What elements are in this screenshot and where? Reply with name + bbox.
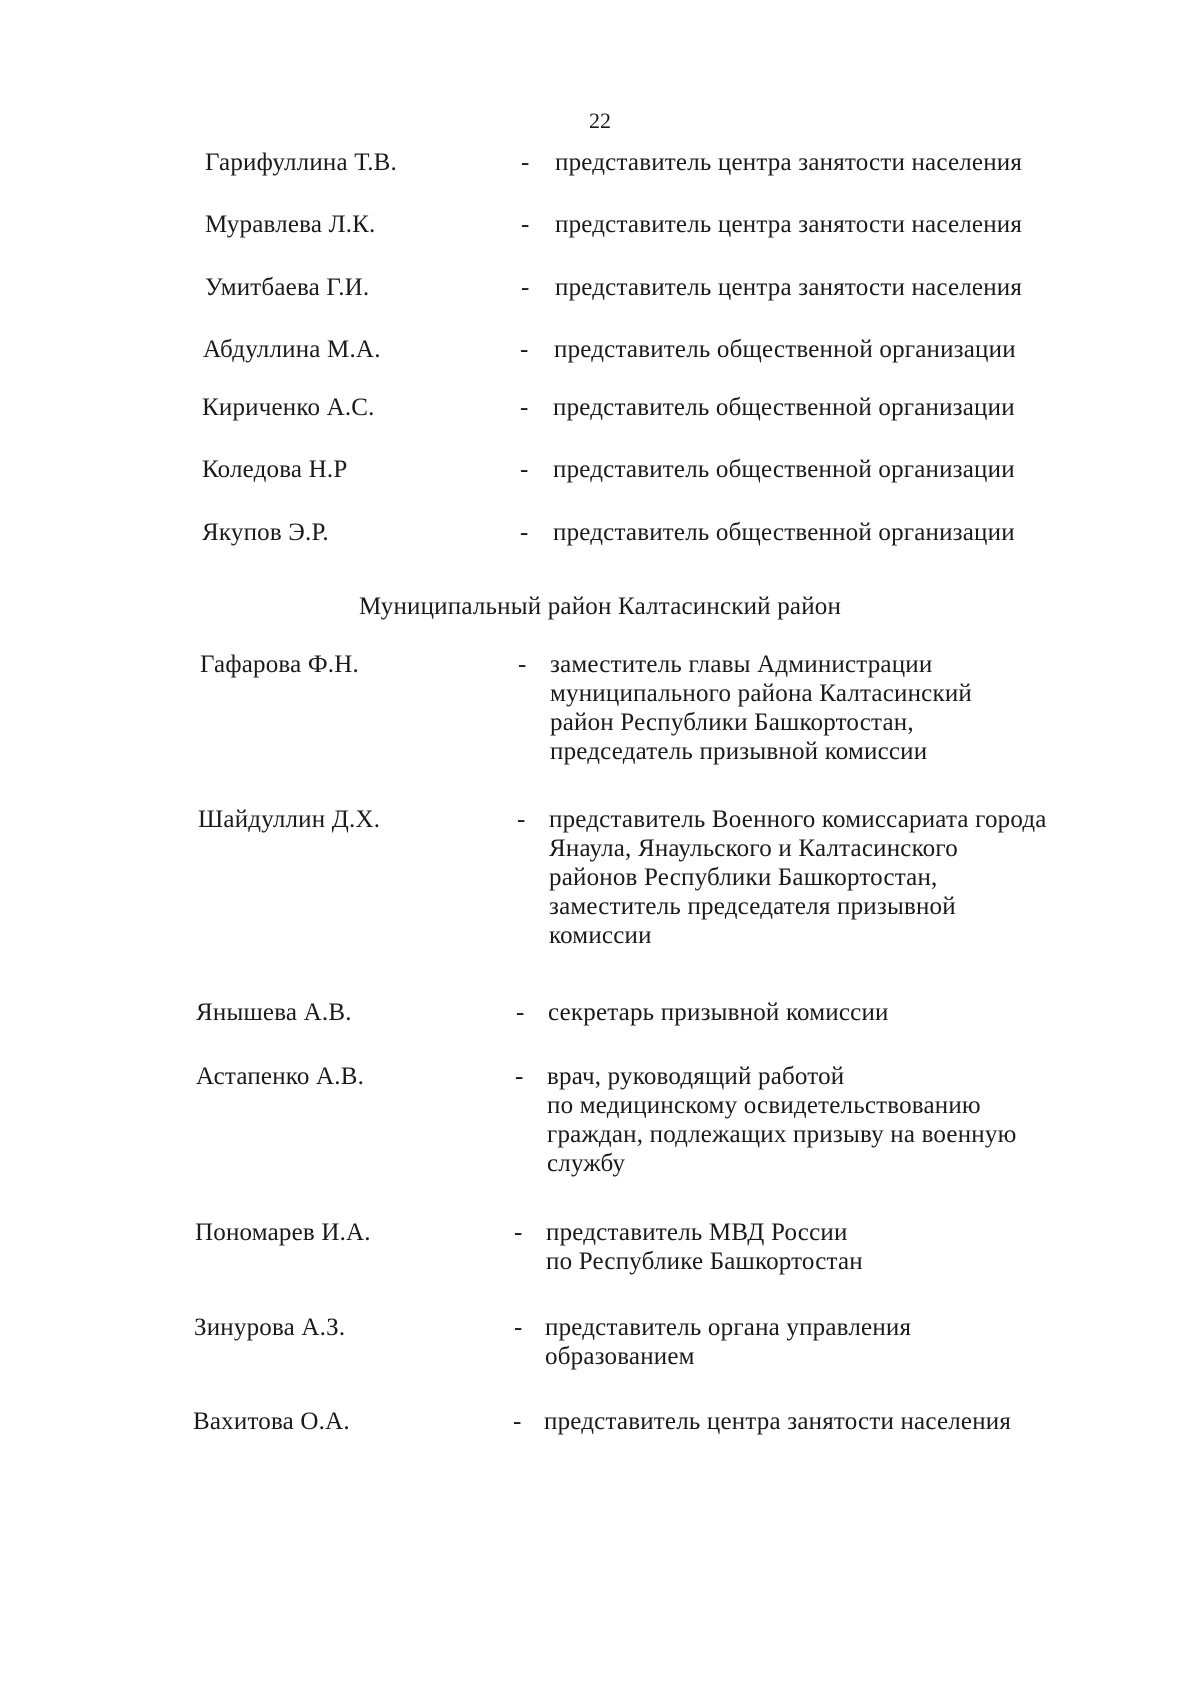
member-dash: - (517, 806, 526, 833)
member-description-line: представитель общественной организации (554, 336, 1016, 363)
member-description-line: врач, руководящий работой (547, 1063, 845, 1090)
member-description-line: представитель общественной организации (553, 456, 1015, 483)
member-dash: - (518, 651, 527, 678)
member-description-line: представитель центра занятости населения (555, 211, 1023, 238)
member-description (548, 998, 1108, 1027)
section-title: Муниципальный район Калтасинский район (358, 593, 842, 620)
member-dash: - (515, 1063, 524, 1090)
member-dash: - (521, 274, 530, 301)
member-description-line: представитель центра занятости населения (544, 1408, 1012, 1435)
member-description-line: службу (547, 1150, 626, 1177)
member-name: Гарифуллина Т.В. (205, 149, 397, 176)
member-description-line: представитель общественной организации (553, 394, 1015, 421)
member-dash: - (516, 999, 525, 1026)
member-description-line: районов Республики Башкортостан, (549, 864, 938, 891)
member-description (550, 650, 1110, 766)
member-description-line: председатель призывной комиссии (550, 738, 928, 765)
member-description-line: заместитель главы Администрации (550, 651, 933, 678)
member-name: Шайдуллин Д.Х. (198, 806, 381, 833)
member-description-line: по медицинскому освидетельствованию (547, 1092, 981, 1119)
member-description-line: по Республике Башкортостан (546, 1248, 863, 1275)
member-description (553, 518, 1113, 547)
member-name: Умитбаева Г.И. (205, 274, 370, 301)
member-description-line: образованием (545, 1343, 695, 1370)
member-name: Зинурова А.З. (194, 1314, 346, 1341)
member-name: Янышева А.В. (196, 999, 352, 1026)
member-description-line: муниципального района Калтасинский (550, 680, 972, 707)
member-name: Астапенко А.В. (196, 1063, 365, 1090)
member-description-line: представитель центра занятости населения (555, 149, 1023, 176)
member-description (555, 273, 1115, 302)
member-description-line: представитель органа управления (545, 1314, 912, 1341)
member-dash: - (520, 519, 529, 546)
member-description (544, 1407, 1104, 1436)
member-description-line: секретарь призывной комиссии (548, 999, 889, 1026)
member-description-line: представитель Военного комиссариата города (549, 806, 1047, 833)
member-dash: - (521, 149, 530, 176)
member-dash: - (520, 394, 529, 421)
member-dash: - (521, 211, 530, 238)
member-description (545, 1313, 1105, 1371)
member-name: Гафарова Ф.Н. (200, 651, 359, 678)
member-description-line: район Республики Башкортостан, (550, 709, 914, 736)
member-dash: - (513, 1408, 522, 1435)
member-name: Муравлева Л.К. (205, 211, 376, 238)
page-number: 22 (589, 108, 611, 133)
member-dash: - (514, 1314, 523, 1341)
member-dash: - (520, 336, 529, 363)
member-dash: - (520, 456, 529, 483)
member-description (546, 1218, 1106, 1276)
member-name: Кириченко А.С. (202, 394, 375, 421)
member-description-line: представитель общественной организации (553, 519, 1015, 546)
member-dash: - (514, 1219, 523, 1246)
member-name: Якупов Э.Р. (202, 519, 329, 546)
member-description-line: комиссии (549, 922, 652, 949)
member-description (555, 148, 1115, 177)
member-description-line: граждан, подлежащих призыву на военную (547, 1121, 1017, 1148)
member-description-line: Янаула, Янаульского и Калтасинского (549, 835, 958, 862)
member-description-line: представитель центра занятости населения (555, 274, 1023, 301)
member-name: Абдуллина М.А. (203, 336, 381, 363)
member-name: Вахитова О.А. (193, 1408, 350, 1435)
member-description (553, 455, 1113, 484)
member-name: Пономарев И.А. (195, 1219, 371, 1246)
member-description (554, 335, 1114, 364)
member-description (549, 805, 1109, 950)
member-description-line: представитель МВД России (546, 1219, 848, 1246)
member-description (553, 393, 1113, 422)
member-description (555, 210, 1115, 239)
member-description-line: заместитель председателя призывной (549, 893, 956, 920)
member-name: Коледова Н.Р (202, 456, 348, 483)
member-description (547, 1062, 1107, 1178)
